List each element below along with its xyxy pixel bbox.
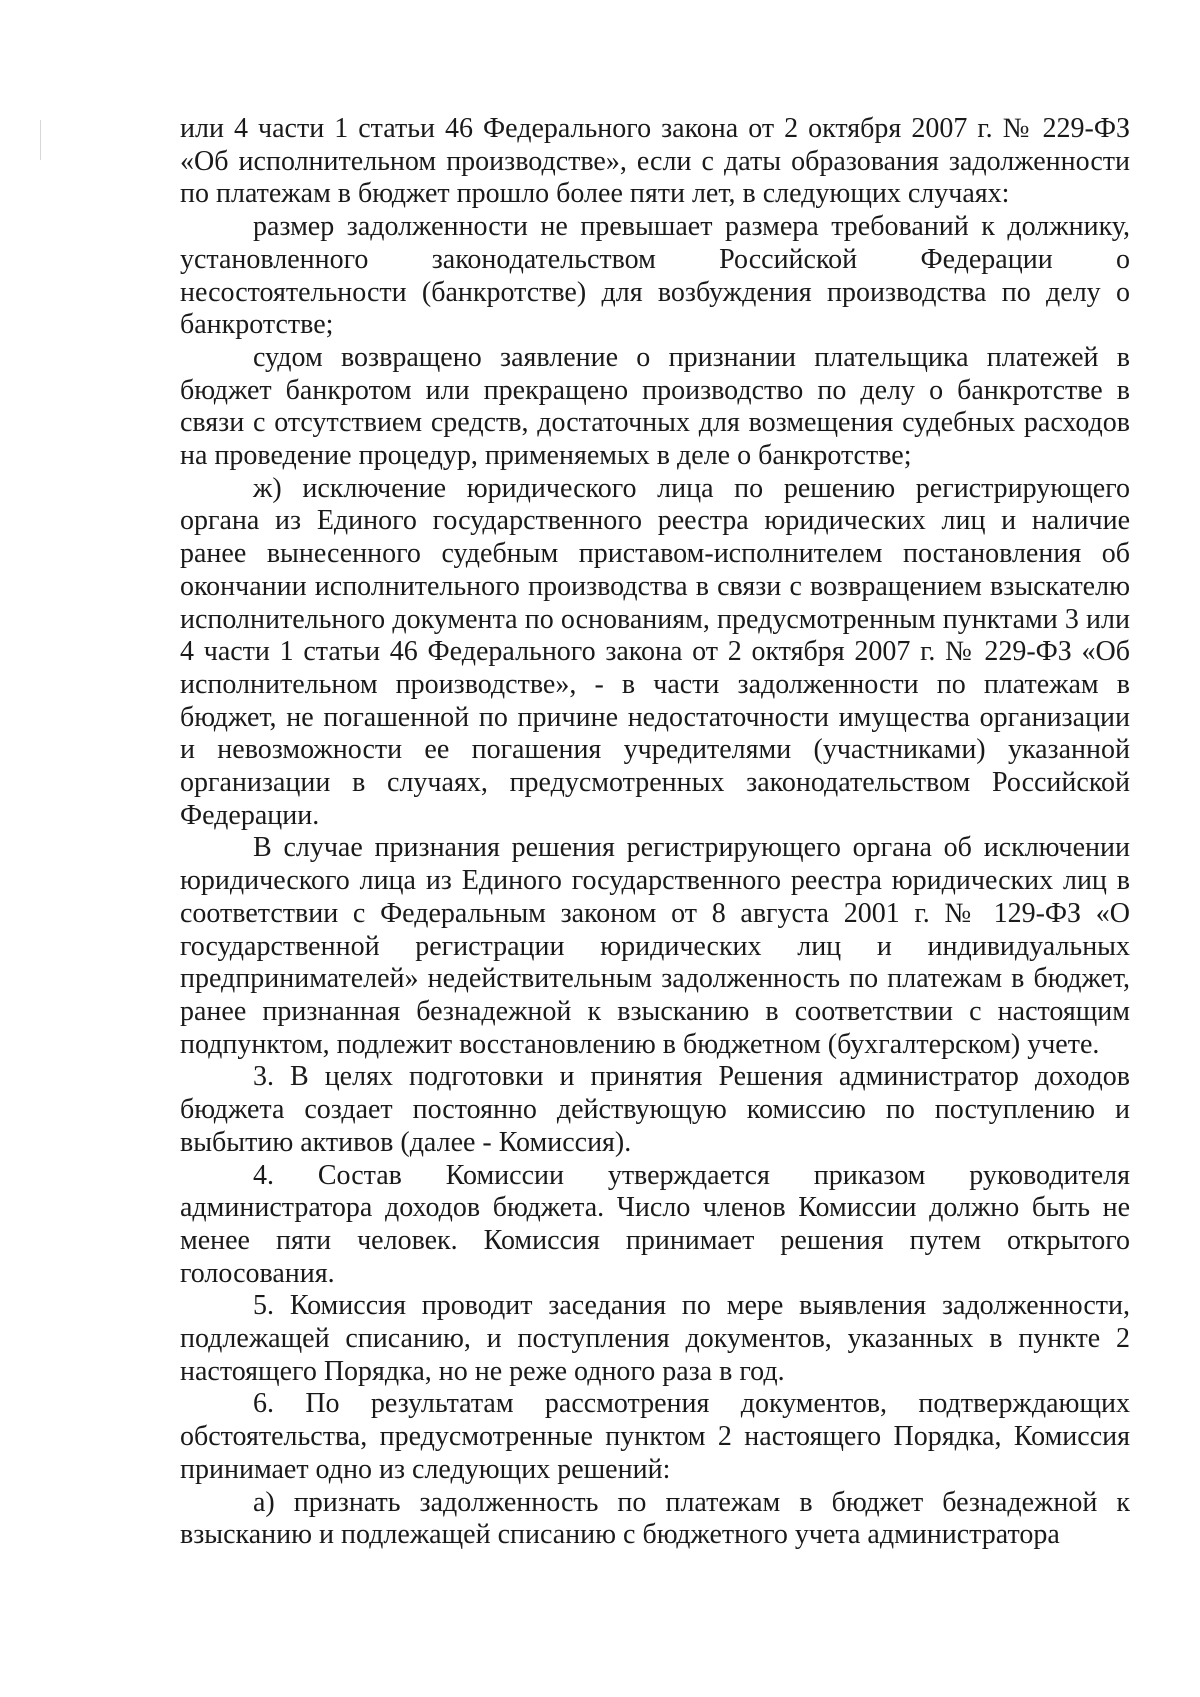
paragraph-debt-size: размер задолженности не превышает размера требований к должнику, установленного законодательством Российской Федерации о несостоятельности (банкротстве) для возбуждения производства по делу о банкротстве; xyxy=(180,211,1130,341)
paragraph-court-returned: судом возвращено заявление о признании плательщика платежей в бюджет банкротом или прекращено производство по делу о банкротстве в связи с отсутствием средств, достаточных для возмещения судебных расходов на проведение процедур, применяемых в деле о банкротстве; xyxy=(180,341,1130,472)
paragraph-subitem-a: а) признать задолженность по платежам в бюджет безнадежной к взысканию и подлежащей списанию с бюджетного учета администратора xyxy=(180,1486,1130,1551)
paragraph-continuation: или 4 части 1 статьи 46 Федерального закона от 2 октября 2007 г. № 229-ФЗ «Об исполнительном производстве», если с даты образования задолженности по платежам в бюджет прошло более пяти лет, в следующих случаях: xyxy=(180,113,1130,210)
paragraph-item-4: 4. Состав Комиссии утверждается приказом руководителя администратора доходов бюджета. Число членов Комиссии должно быть не менее пяти человек. Комиссия принимает решения путем открытого голосования. xyxy=(180,1159,1130,1289)
paragraph-item-5: 5. Комиссия проводит заседания по мере выявления задолженности, подлежащей списанию, и поступления документов, указанных в пункте 2 настоящего Порядка, но не реже одного раза в год. xyxy=(180,1290,1130,1387)
paragraph-invalid-decision: В случае признания решения регистрирующего органа об исключении юридического лица из Единого государственного реестра юридических лиц в соответствии с Федеральным законом от 8 августа 2001 г. № 129-ФЗ «О государственной регистрации юридических лиц и индивидуальных предпринимателей» недействительным задолженность по платежам в бюджет, ранее признанная безнадежной к взысканию в соответствии с настоящим подпунктом, подлежит восстановлению в бюджетном (бухгалтерском) учете. xyxy=(180,832,1130,1060)
paragraph-item-3: 3. В целях подготовки и принятия Решения администратор доходов бюджета создает постоянно действующую комиссию по поступлению и выбытию активов (далее - Комиссия). xyxy=(180,1061,1130,1158)
document-body xyxy=(180,113,1130,1552)
scan-margin-mark xyxy=(40,120,41,160)
paragraph-subitem-zh: ж) исключение юридического лица по решению регистрирующего органа из Единого государственного реестра юридических лиц и наличие ранее вынесенного судебным приставом-исполнителем постановления об окончании исполнительного производства в связи с возвращением взыскателю исполнительного документа по основаниям, предусмотренным пунктами 3 или 4 части 1 статьи 46 Федерального закона от 2 октября 2007 г. № 229-ФЗ «Об исполнительном производстве», - в части задолженности по платежам в бюджет, не погашенной по причине недостаточности имущества организации и невозможности ее погашения учредителями (участниками) указанной организации в случаях, предусмотренных законодательством Российской Федерации. xyxy=(180,472,1130,831)
paragraph-item-6: 6. По результатам рассмотрения документов, подтверждающих обстоятельства, предусмотренные пунктом 2 настоящего Порядка, Комиссия принимает одно из следующих решений: xyxy=(180,1388,1130,1485)
